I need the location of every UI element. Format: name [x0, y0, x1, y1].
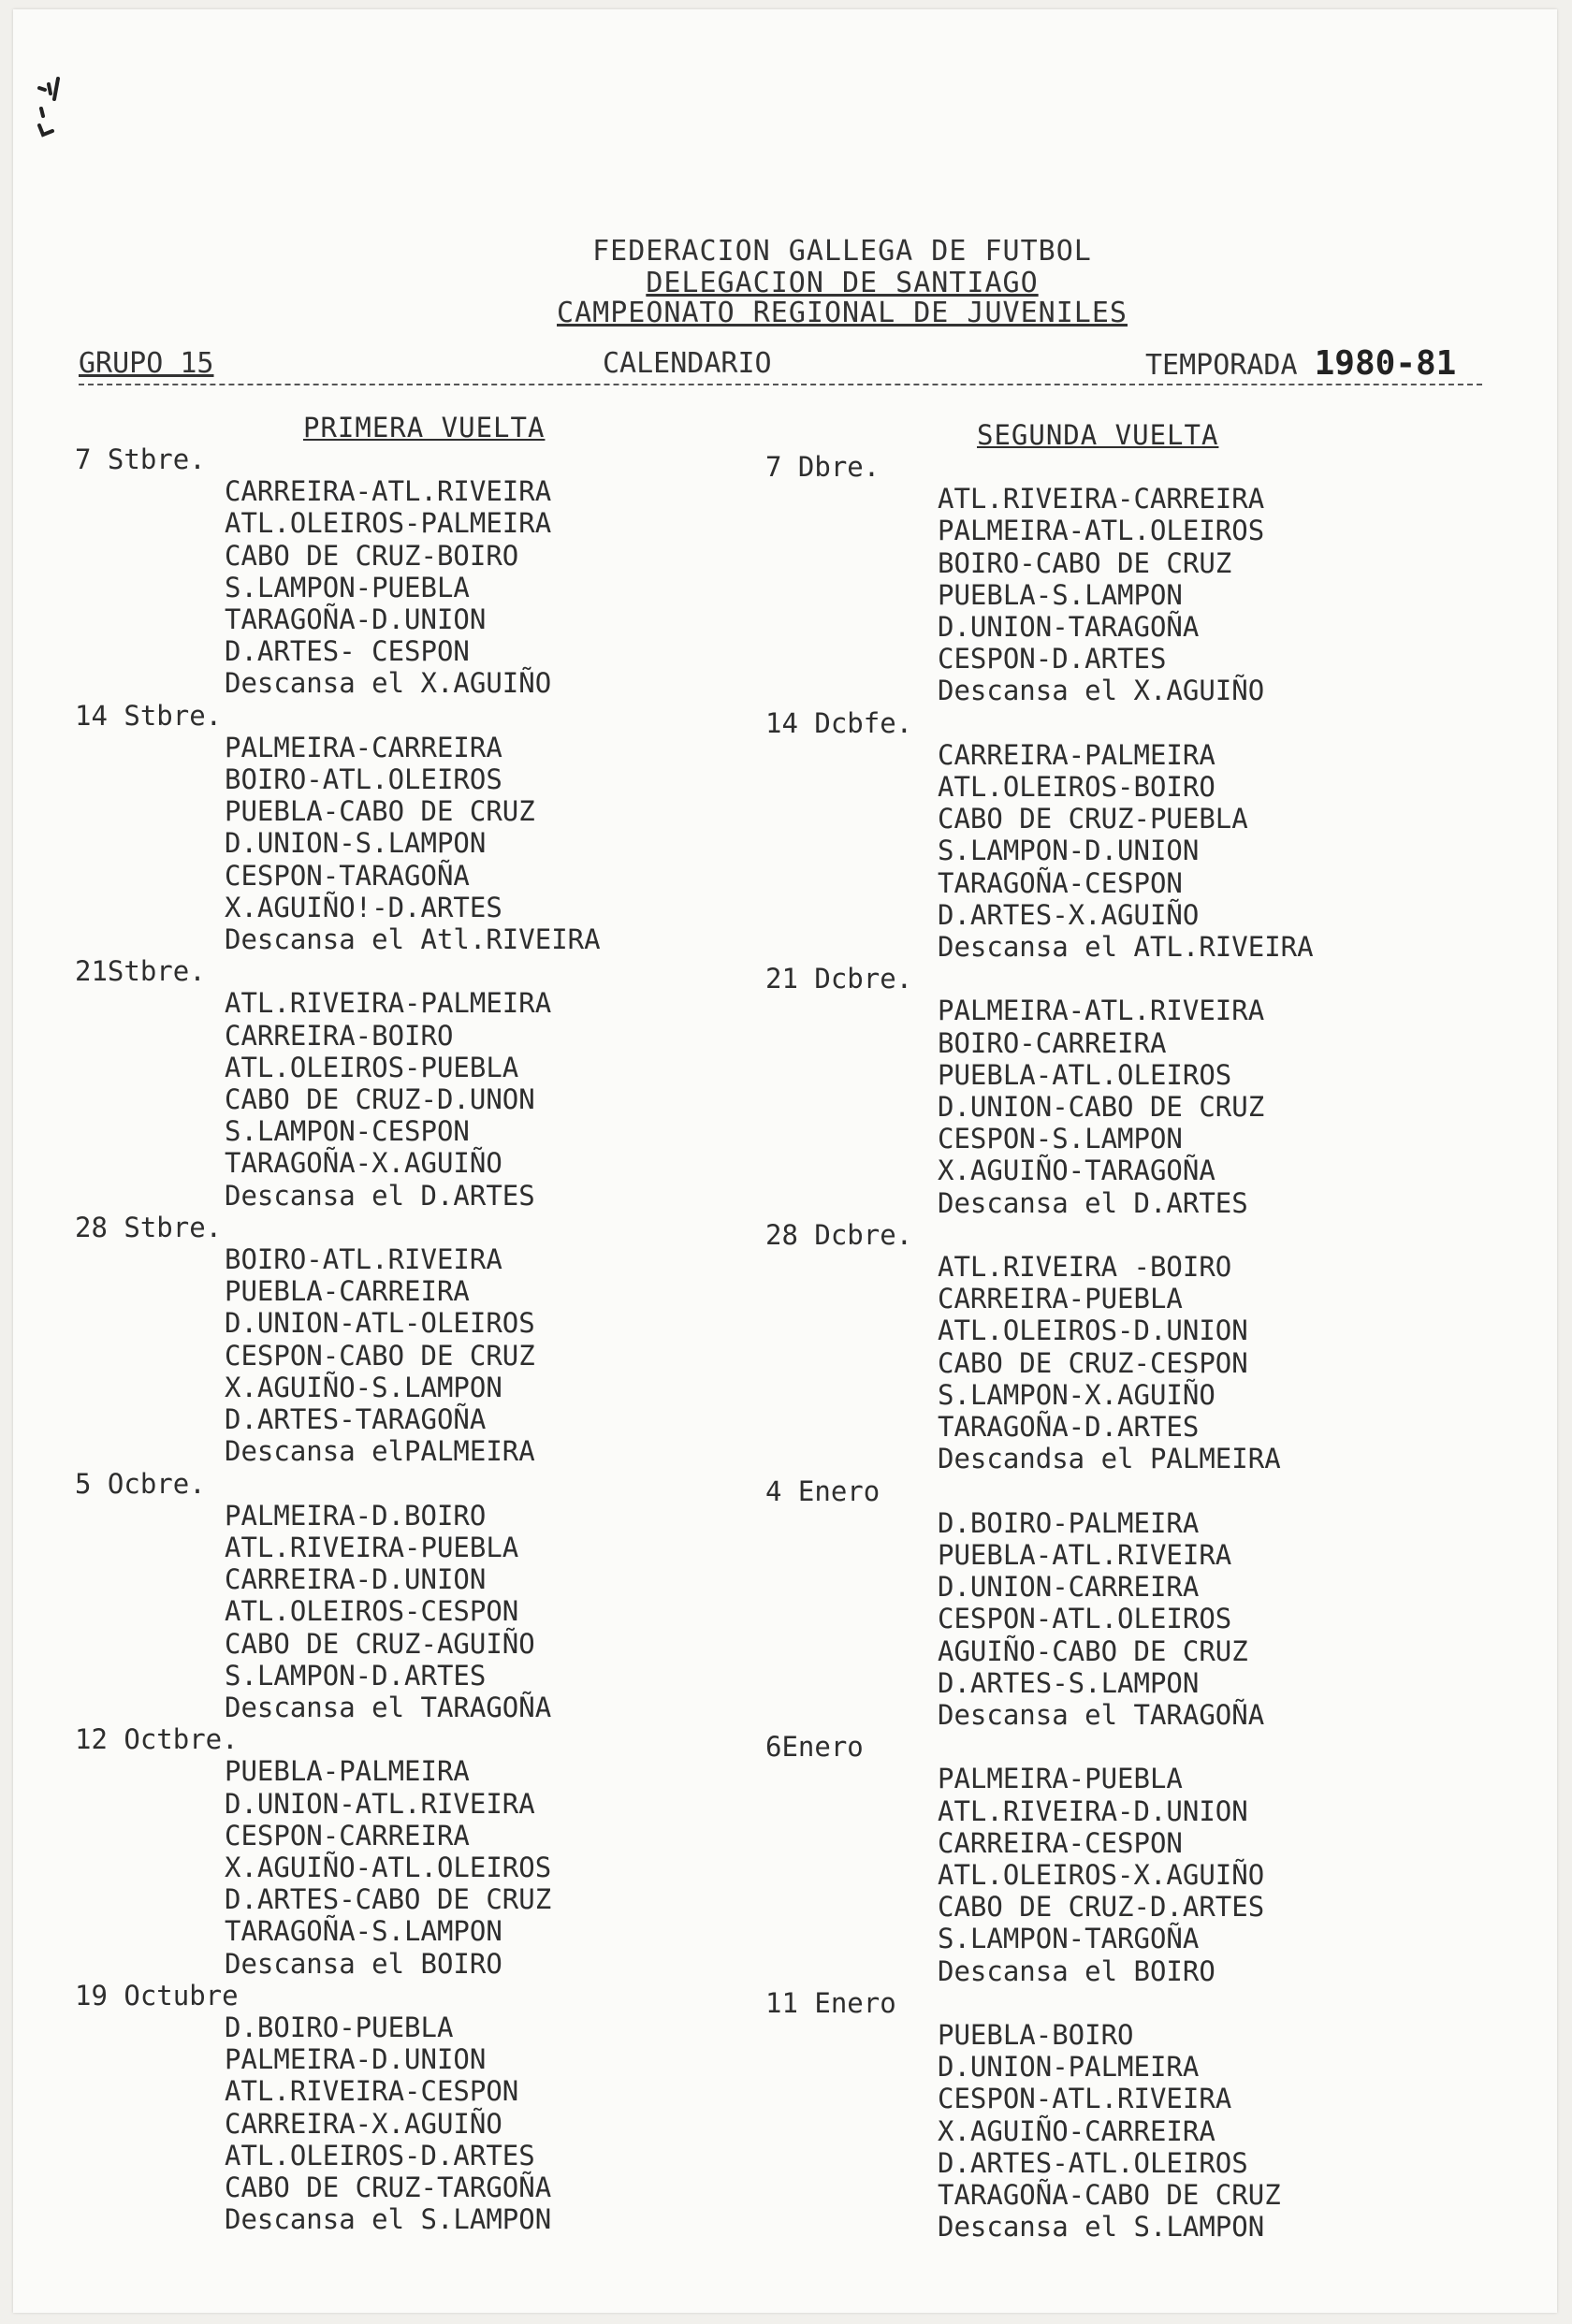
- round-date: 11 Enero: [765, 1986, 896, 2019]
- season-year: 1980-81: [1314, 344, 1457, 383]
- match-line: ATL.RIVEIRA-CESPON: [225, 2075, 519, 2108]
- match-line: TARAGOÑA-D.UNION: [225, 603, 487, 636]
- match-line: ATL.OLEIROS-BOIRO: [938, 771, 1215, 804]
- match-line: PUEBLA-S.LAMPON: [938, 578, 1183, 611]
- match-line: D.ARTES-CABO DE CRUZ: [225, 1883, 552, 1916]
- rest-team-line: Descansa el BOIRO: [938, 1954, 1215, 1987]
- round-date: 14 Stbre.: [75, 699, 223, 732]
- rest-team-line: Descansa el BOIRO: [225, 1947, 502, 1980]
- rest-team-line: Descansa elPALMEIRA: [225, 1435, 535, 1468]
- match-line: S.LAMPON-CESPON: [225, 1115, 470, 1148]
- match-line: CARREIRA-BOIRO: [225, 1019, 454, 1052]
- round: [75, 1212, 730, 1468]
- match-line: PALMEIRA-PUEBLA: [938, 1763, 1183, 1795]
- match-line: ATL.OLEIROS-PUEBLA: [225, 1051, 519, 1083]
- match-line: TARAGOÑA-CABO DE CRUZ: [938, 2178, 1281, 2211]
- match-line: D.UNION-PALMEIRA: [938, 2051, 1200, 2084]
- match-line: D.BOIRO-PUEBLA: [225, 2011, 454, 2043]
- delegation-title: DELEGACION DE SANTIAGO: [646, 267, 1039, 299]
- match-line: PUEBLA-CARREIRA: [225, 1275, 470, 1308]
- championship-title: CAMPEONATO REGIONAL DE JUVENILES: [557, 297, 1128, 329]
- rest-team-line: Descansa el D.ARTES: [225, 1179, 535, 1212]
- match-line: X.AGUIÑO-CARREIRA: [938, 2114, 1215, 2147]
- ink-mark-icon: [34, 71, 71, 183]
- rest-team-line: Descansa el S.LAMPON: [225, 2203, 552, 2236]
- match-line: PUEBLA-CABO DE CRUZ: [225, 795, 535, 828]
- match-line: CESPON-ATL.RIVEIRA: [938, 2083, 1232, 2115]
- round: [765, 1219, 1477, 1475]
- match-line: D.ARTES-TARAGOÑA: [225, 1403, 487, 1436]
- match-line: ATL.OLEIROS-D.ARTES: [225, 2139, 535, 2171]
- match-line: BOIRO-CABO DE CRUZ: [938, 546, 1232, 579]
- calendar-label: CALENDARIO: [603, 347, 772, 380]
- match-line: D.BOIRO-PALMEIRA: [938, 1506, 1200, 1539]
- match-line: ATL.OLEIROS-X.AGUIÑO: [938, 1858, 1265, 1891]
- match-line: PALMEIRA-D.BOIRO: [225, 1499, 487, 1532]
- match-line: D.UNION-S.LAMPON: [225, 827, 487, 860]
- round-date: 12 Octbre.: [75, 1723, 239, 1756]
- federation-title: FEDERACION GALLEGA DE FUTBOL: [592, 235, 1092, 268]
- round-date: 21Stbre.: [75, 955, 206, 988]
- round: [75, 1468, 730, 1724]
- match-line: S.LAMPON-PUEBLA: [225, 571, 470, 603]
- match-line: BOIRO-CARREIRA: [938, 1026, 1167, 1059]
- match-line: S.LAMPON-D.ARTES: [225, 1659, 487, 1692]
- round: [765, 1731, 1477, 1987]
- round-date: 19 Octubre: [75, 1979, 239, 2012]
- match-line: CESPON-S.LAMPON: [938, 1123, 1183, 1155]
- round-date: 28 Stbre.: [75, 1211, 223, 1243]
- match-line: ATL.RIVEIRA -BOIRO: [938, 1251, 1232, 1284]
- match-line: D.ARTES- CESPON: [225, 635, 470, 668]
- first-leg-title: PRIMERA VUELTA: [303, 412, 546, 443]
- rest-team-line: Descansa el D.ARTES: [938, 1186, 1248, 1219]
- match-line: CESPON-CABO DE CRUZ: [225, 1339, 535, 1372]
- rest-team-line: Descansa el TARAGOÑA: [225, 1691, 552, 1723]
- match-line: TARAGOÑA-X.AGUIÑO: [225, 1147, 502, 1180]
- calendar-subheader: [79, 346, 1482, 385]
- match-line: BOIRO-ATL.RIVEIRA: [225, 1243, 502, 1276]
- match-line: PALMEIRA-D.UNION: [225, 2043, 487, 2076]
- match-line: BOIRO-ATL.OLEIROS: [225, 763, 502, 796]
- second-leg-column: [765, 412, 1477, 2243]
- match-line: CARREIRA-X.AGUIÑO: [225, 2107, 502, 2140]
- round: [75, 955, 730, 1212]
- season-label: [1145, 346, 1456, 384]
- match-line: S.LAMPON-X.AGUIÑO: [938, 1378, 1215, 1411]
- match-line: CABO DE CRUZ-AGUIÑO: [225, 1627, 535, 1660]
- match-line: CARREIRA-PALMEIRA: [938, 738, 1215, 771]
- match-line: PALMEIRA-CARREIRA: [225, 731, 502, 763]
- match-line: X.AGUIÑO-ATL.OLEIROS: [225, 1851, 552, 1883]
- match-line: CABO DE CRUZ-BOIRO: [225, 539, 519, 572]
- match-line: S.LAMPON-D.UNION: [938, 835, 1200, 867]
- round-date: 4 Enero: [765, 1474, 881, 1507]
- round: [75, 1980, 730, 2236]
- round: [765, 451, 1477, 707]
- match-line: CESPON-D.ARTES: [938, 643, 1167, 675]
- round: [765, 1475, 1477, 1732]
- match-line: AGUIÑO-CABO DE CRUZ: [938, 1634, 1248, 1667]
- match-line: PUEBLA-ATL.RIVEIRA: [938, 1538, 1232, 1571]
- match-line: CESPON-CARREIRA: [225, 1819, 470, 1852]
- match-line: CARREIRA-ATL.RIVEIRA: [225, 475, 552, 508]
- round: [75, 1723, 730, 1980]
- match-line: ATL.RIVEIRA-PUEBLA: [225, 1531, 519, 1563]
- match-line: CABO DE CRUZ-D.ARTES: [938, 1891, 1265, 1924]
- match-line: D.UNION-ATL.RIVEIRA: [225, 1787, 535, 1820]
- match-line: D.ARTES-X.AGUIÑO: [938, 898, 1200, 931]
- round-date: 5 Ocbre.: [75, 1467, 206, 1500]
- match-line: ATL.RIVEIRA-PALMEIRA: [225, 987, 552, 1020]
- match-line: D.UNION-TARAGOÑA: [938, 611, 1200, 644]
- match-line: X.AGUIÑO-TARAGOÑA: [938, 1155, 1215, 1187]
- round: [765, 1987, 1477, 2244]
- match-line: ATL.OLEIROS-D.UNION: [938, 1315, 1248, 1347]
- match-line: CESPON-TARAGOÑA: [225, 859, 470, 892]
- round-date: 21 Dcbre.: [765, 963, 913, 995]
- season-text: TEMPORADA: [1145, 349, 1298, 382]
- match-line: PUEBLA-PALMEIRA: [225, 1755, 470, 1788]
- match-line: X.AGUIÑO!-D.ARTES: [225, 891, 502, 923]
- match-line: D.ARTES-S.LAMPON: [938, 1666, 1200, 1699]
- second-leg-title: SEGUNDA VUELTA: [977, 419, 1219, 451]
- match-line: CABO DE CRUZ-D.UNON: [225, 1083, 535, 1116]
- match-line: TARAGOÑA-CESPON: [938, 866, 1183, 899]
- match-line: CABO DE CRUZ-PUEBLA: [938, 803, 1248, 835]
- match-line: PALMEIRA-ATL.RIVEIRA: [938, 995, 1265, 1027]
- match-line: D.UNION-ATL-OLEIROS: [225, 1307, 535, 1340]
- match-line: PUEBLA-BOIRO: [938, 2018, 1134, 2051]
- match-line: CABO DE CRUZ-CESPON: [938, 1346, 1248, 1379]
- round-date: 7 Stbre.: [75, 443, 206, 475]
- match-line: D.UNION-CABO DE CRUZ: [938, 1091, 1265, 1124]
- match-line: CESPON-ATL.OLEIROS: [938, 1603, 1232, 1635]
- match-line: D.ARTES-ATL.OLEIROS: [938, 2146, 1248, 2179]
- rest-team-line: Descansa el ATL.RIVEIRA: [938, 931, 1314, 964]
- match-line: ATL.OLEIROS-CESPON: [225, 1595, 519, 1628]
- round-date: 28 Dcbre.: [765, 1218, 913, 1251]
- first-leg-column: [75, 412, 730, 2235]
- match-line: TARAGOÑA-S.LAMPON: [225, 1915, 502, 1948]
- round: [75, 443, 730, 700]
- match-line: CARREIRA-PUEBLA: [938, 1283, 1183, 1315]
- rest-team-line: Descansa el S.LAMPON: [938, 2211, 1265, 2244]
- round: [765, 707, 1477, 964]
- match-line: S.LAMPON-TARGOÑA: [938, 1923, 1200, 1955]
- rest-team-line: Descandsa el PALMEIRA: [938, 1443, 1281, 1475]
- match-line: CARREIRA-D.UNION: [225, 1563, 487, 1596]
- rest-team-line: Descansa el TARAGOÑA: [938, 1698, 1265, 1731]
- rest-team-line: Descansa el X.AGUIÑO: [938, 675, 1265, 707]
- group-label: GRUPO 15: [79, 347, 214, 380]
- match-line: CABO DE CRUZ-TARGOÑA: [225, 2171, 552, 2203]
- match-line: PALMEIRA-ATL.OLEIROS: [938, 515, 1265, 547]
- match-line: PUEBLA-ATL.OLEIROS: [938, 1058, 1232, 1091]
- round-date: 6Enero: [765, 1731, 864, 1764]
- round-date: 14 Dcbfe.: [765, 706, 913, 739]
- match-line: ATL.OLEIROS-PALMEIRA: [225, 507, 552, 540]
- match-line: ATL.RIVEIRA-CARREIRA: [938, 483, 1265, 516]
- match-line: CARREIRA-CESPON: [938, 1826, 1183, 1859]
- rest-team-line: Descansa el X.AGUIÑO: [225, 667, 552, 700]
- match-line: ATL.RIVEIRA-D.UNION: [938, 1794, 1248, 1827]
- match-line: D.UNION-CARREIRA: [938, 1571, 1200, 1604]
- round-date: 7 Dbre.: [765, 451, 881, 483]
- rest-team-line: Descansa el Atl.RIVEIRA: [225, 923, 601, 956]
- match-line: TARAGOÑA-D.ARTES: [938, 1411, 1200, 1444]
- round: [75, 700, 730, 956]
- match-line: X.AGUIÑO-S.LAMPON: [225, 1371, 502, 1403]
- round: [765, 963, 1477, 1219]
